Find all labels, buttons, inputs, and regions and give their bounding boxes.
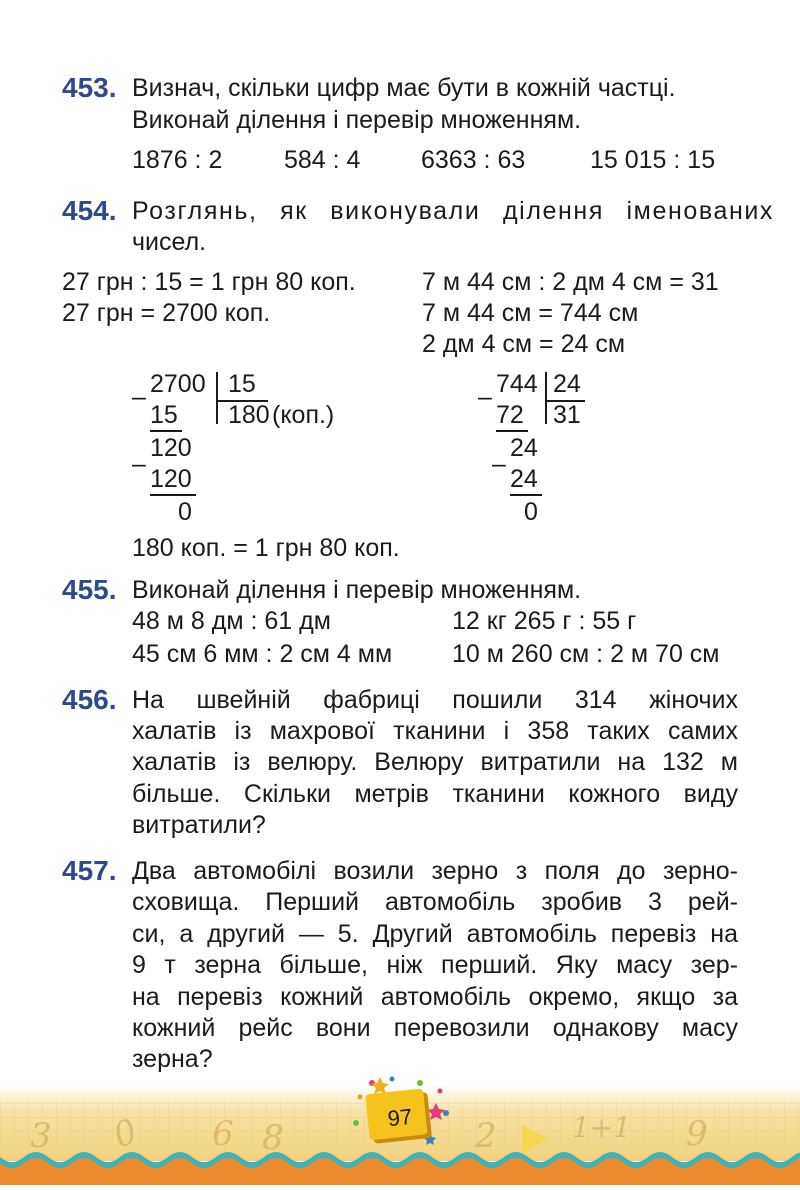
exercise-455-expr-c: 45 см 6 мм : 2 см 4 мм xyxy=(132,640,393,668)
exercise-454-right-line1: 7 м 44 см : 2 дм 4 см = 31 xyxy=(422,268,719,296)
decor-digit-8: 8 xyxy=(262,1118,284,1158)
exercise-457-line5: на перевіз кожний автомобіль окремо, якщо за xyxy=(132,983,738,1011)
division1-subtrahend-2: 120 xyxy=(150,465,196,496)
exercise-454-number: 454. xyxy=(62,195,117,226)
exercise-453-expr-1: 1876 : 2 xyxy=(132,146,223,174)
exercise-456-line3: халатів із велюру. Велюру витратили на 132 м xyxy=(132,748,738,776)
decor-digit-9: 9 xyxy=(686,1114,708,1154)
exercise-454-right-line2: 7 м 44 см = 744 см xyxy=(422,299,639,327)
division1-dividend: 2700 xyxy=(150,370,206,398)
exercise-456-line4: більше. Скільки метрів тканини кожного виду xyxy=(132,780,738,808)
exercise-453-expr-2: 584 : 4 xyxy=(284,146,361,174)
division2-subtrahend-2: 24 xyxy=(510,465,542,496)
division2-minus-2: – xyxy=(492,450,506,478)
exercise-453-expr-3: 6363 : 63 xyxy=(421,146,526,174)
division2-quotient: 31 xyxy=(553,401,581,429)
exercise-455-text: Виконай ділення і перевір множенням. xyxy=(132,576,582,604)
division1-subtrahend-1: 15 xyxy=(150,401,182,432)
exercise-457-line6: кожний рейс вони перевозили однакову масу xyxy=(132,1014,738,1042)
division2-minus-1: – xyxy=(478,383,492,411)
division1-vertical-bar xyxy=(216,372,218,424)
exercise-454-left-line2: 27 грн = 2700 коп. xyxy=(62,299,271,327)
division1-divisor: 15 xyxy=(228,370,256,398)
decor-digit-6: 6 xyxy=(212,1114,234,1154)
division2-subtrahend-1: 72 xyxy=(496,401,528,432)
exercise-453-text-line2: Виконай ділення і перевір множенням. xyxy=(132,106,582,134)
division2-remainder-1: 24 xyxy=(510,434,538,462)
exercise-457-line1: Два автомобілі возили зерно з поля до зерно- xyxy=(132,857,738,885)
exercise-454-text-line2: чисел. xyxy=(132,228,207,256)
exercise-453-text-line1: Визнач, скільки цифр має бути в кожній частці. xyxy=(132,74,676,102)
division2-remainder-2: 0 xyxy=(524,498,538,526)
exercise-453-number: 453. xyxy=(62,72,117,103)
exercise-457-line4: 9 т зерна більше, ніж перший. Яку масу зер- xyxy=(132,951,738,979)
division2-dividend: 744 xyxy=(496,370,538,398)
exercise-455-expr-d: 10 м 260 см : 2 м 70 см xyxy=(452,640,720,668)
decor-expression: 1+1 xyxy=(572,1111,632,1144)
exercise-456-number: 456. xyxy=(62,684,117,715)
exercise-455-number: 455. xyxy=(62,574,117,605)
decor-digit-0: 0 xyxy=(108,1111,143,1157)
exercise-457-line2: сховища. Перший автомобіль зробив 3 рей- xyxy=(132,888,738,916)
exercise-454-right-line3: 2 дм 4 см = 24 см xyxy=(422,330,626,358)
exercise-456-line2: халатів із махрової тканини і 358 таких самих xyxy=(132,717,738,745)
page-number: 97 xyxy=(386,1103,414,1132)
division1-unit: (коп.) xyxy=(272,401,335,429)
exercise-453-expr-4: 15 015 : 15 xyxy=(590,146,716,174)
division1-remainder-1: 120 xyxy=(150,434,192,462)
exercise-457-line3: си, а другий — 5. Другий автомобіль перевіз на xyxy=(132,920,738,948)
exercise-454-result: 180 коп. = 1 грн 80 коп. xyxy=(132,534,400,562)
exercise-457-number: 457. xyxy=(62,855,117,886)
division1-quotient: 180 xyxy=(228,401,270,429)
page-footer-decoration xyxy=(0,1075,800,1185)
exercise-454-left-line1: 27 грн : 15 = 1 грн 80 коп. xyxy=(62,268,356,296)
division1-minus-1: – xyxy=(132,383,146,411)
exercise-455-expr-b: 12 кг 265 г : 55 г xyxy=(452,607,637,635)
division2-divisor: 24 xyxy=(553,370,581,398)
exercise-454-text-line1: Розглянь, як виконували ділення іменованих xyxy=(132,197,775,225)
exercise-455-expr-a: 48 м 8 дм : 61 дм xyxy=(132,607,331,635)
exercise-456-line1: На швейній фабриці пошили 314 жіночих xyxy=(132,686,738,714)
exercise-457-line7: зерна? xyxy=(132,1045,213,1073)
decor-digit-3: 3 xyxy=(30,1116,52,1156)
decor-digit-2: 2 xyxy=(475,1116,497,1156)
division1-minus-2: – xyxy=(132,450,146,478)
division2-vertical-bar xyxy=(545,372,547,424)
division1-remainder-2: 0 xyxy=(178,498,192,526)
exercise-456-line5: витратили? xyxy=(132,811,266,839)
